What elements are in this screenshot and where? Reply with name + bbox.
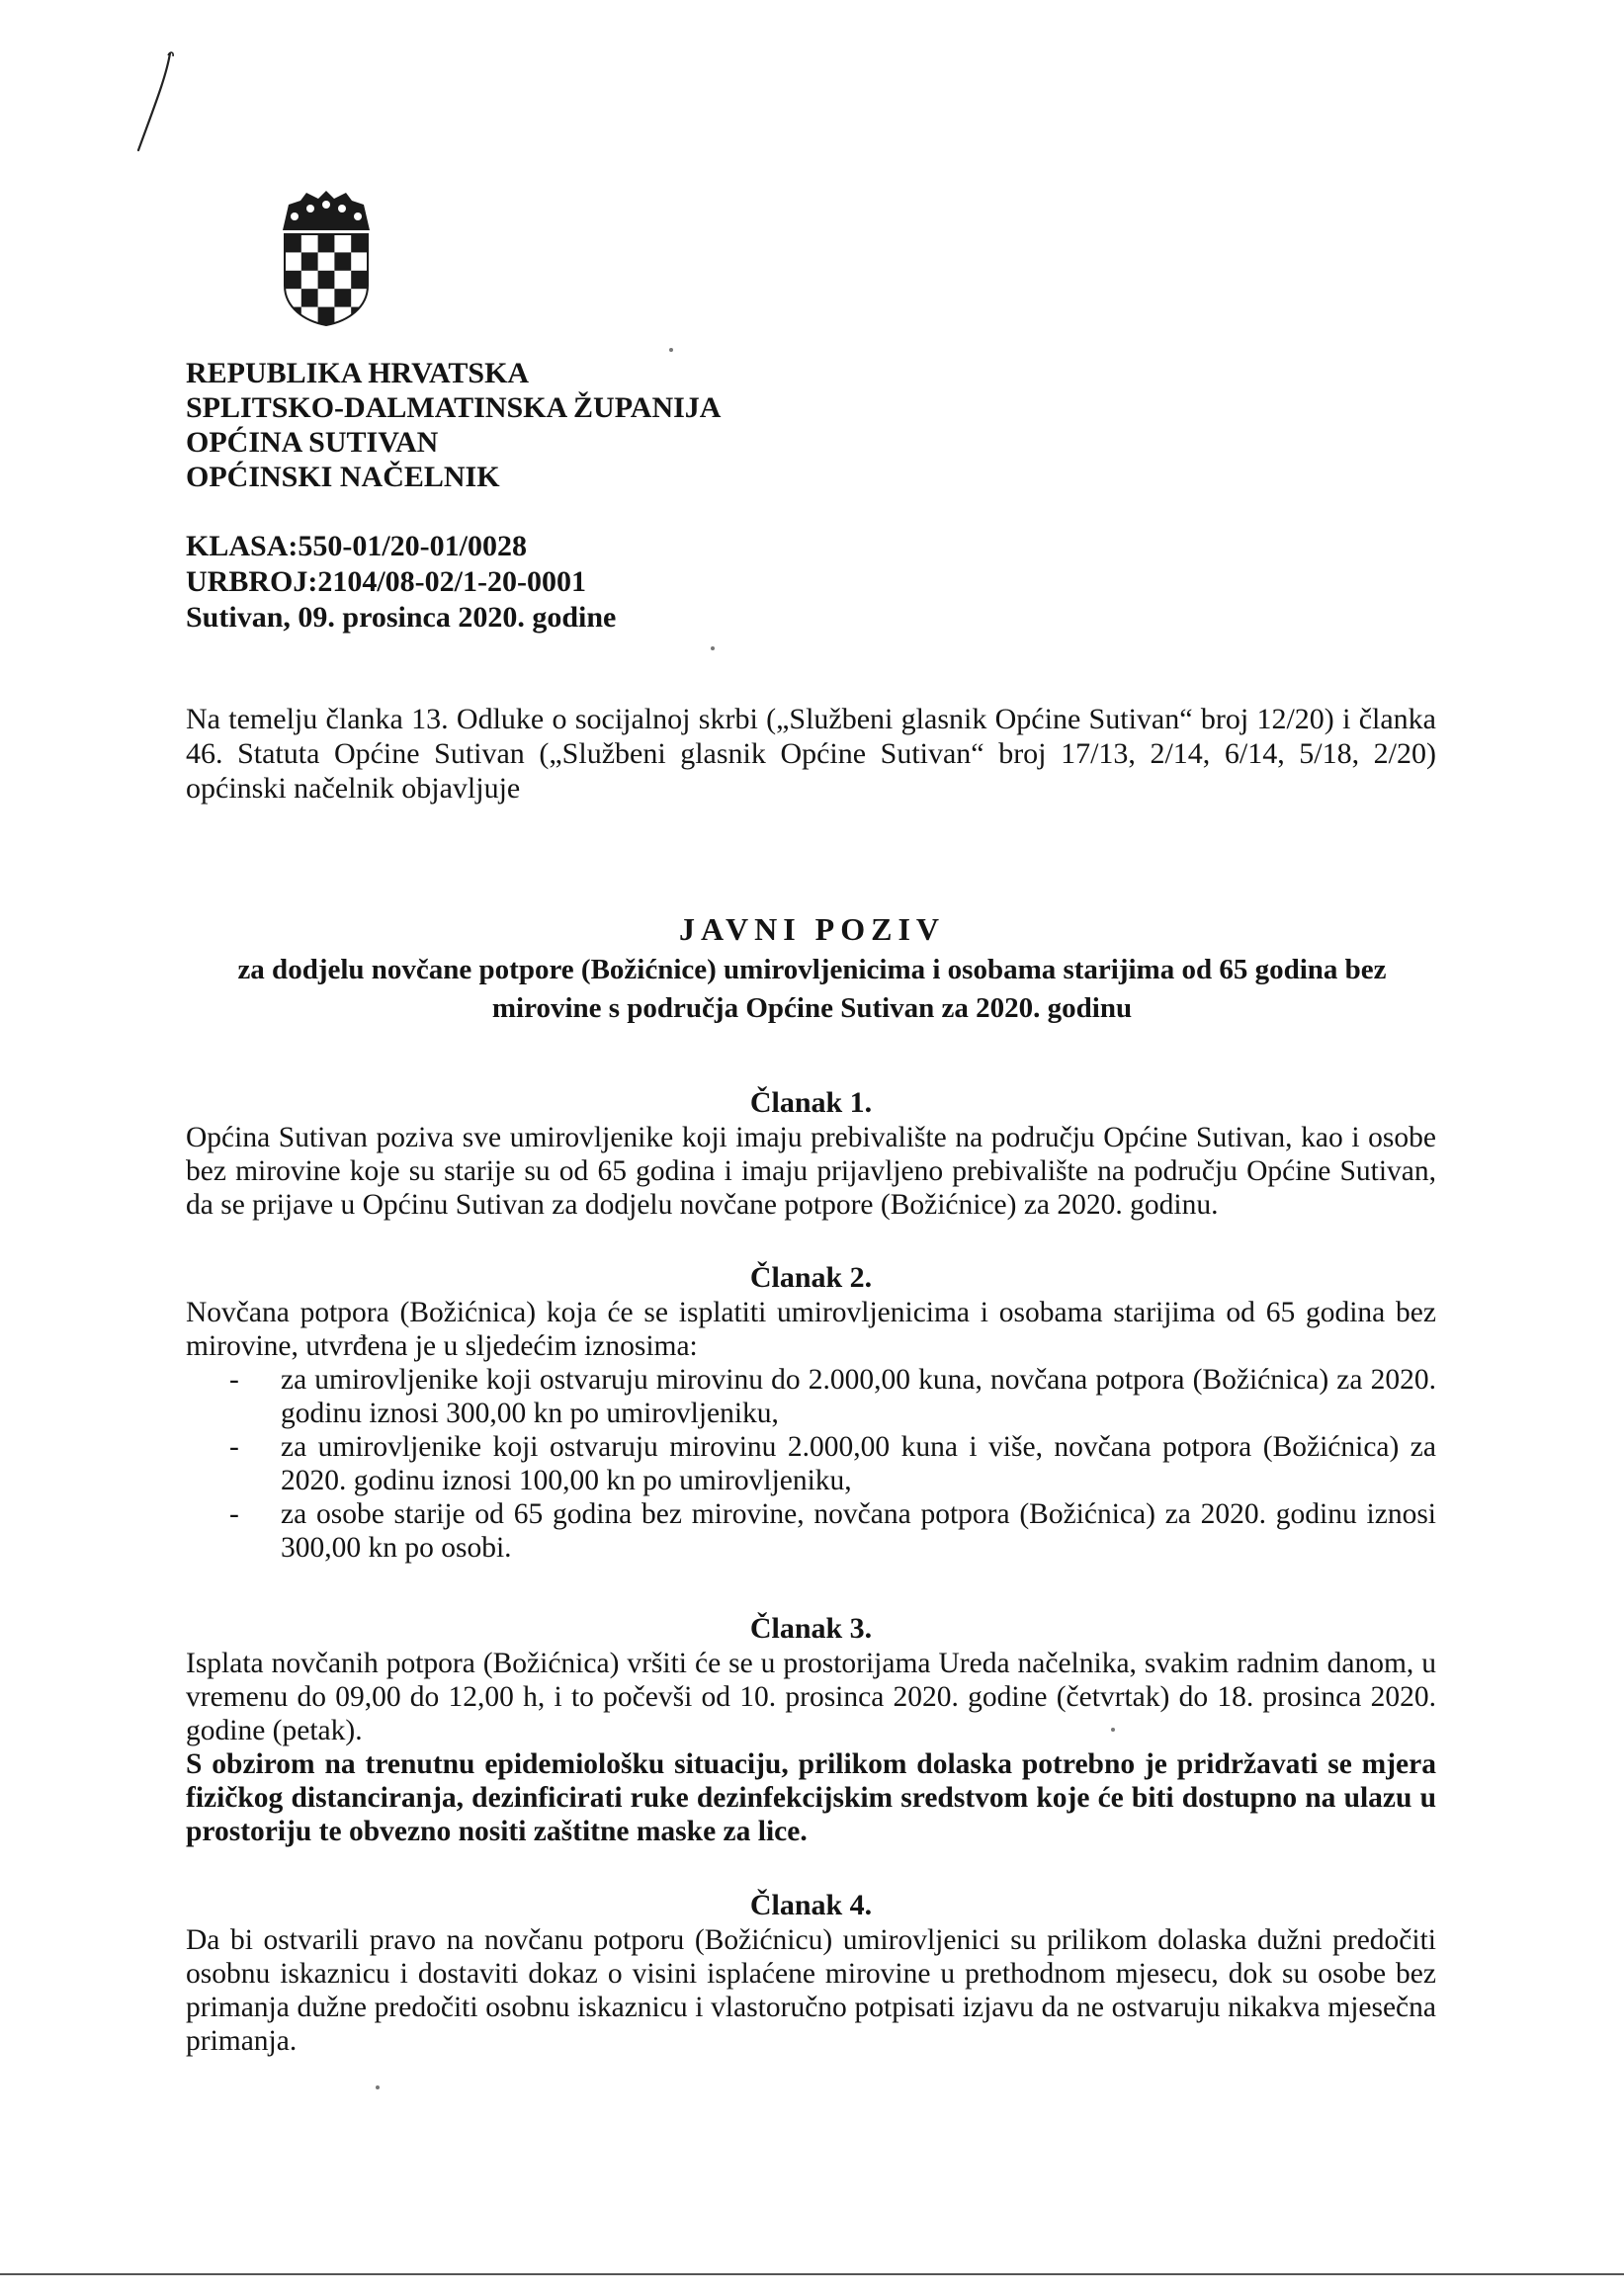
article-2 bbox=[186, 1260, 1436, 1565]
handwritten-slash-mark bbox=[127, 47, 186, 156]
scan-speck bbox=[376, 2085, 380, 2089]
coat-check-square bbox=[351, 271, 368, 289]
coat-check-square bbox=[351, 307, 368, 325]
header-line-county: SPLITSKO-DALMATINSKA ŽUPANIJA bbox=[186, 391, 722, 424]
coat-check-square bbox=[285, 307, 301, 325]
coat-check-square bbox=[318, 307, 335, 325]
coat-check-square bbox=[285, 271, 301, 289]
klasa-number: KLASA:550-01/20-01/0028 bbox=[186, 530, 527, 562]
coat-check-square bbox=[318, 271, 335, 289]
reference-block bbox=[186, 529, 616, 636]
amount-list bbox=[186, 1363, 1436, 1565]
page-bottom-rule bbox=[0, 2273, 1624, 2275]
article-3 bbox=[186, 1611, 1436, 1848]
coat-check-square bbox=[301, 252, 318, 270]
article-body: Isplata novčanih potpora (Božićnica) vršiti će se u prostorijama Ureda načelnika, svakim radnim danom, u vremenu do 09,00 do 12,00 h, i to počevši od 10. prosinca 2020. godine (četvrtak) do 18. prosinca 2020. godine (petak). bbox=[186, 1648, 1436, 1746]
title-block bbox=[138, 909, 1486, 1026]
article-heading: Članak 3. bbox=[749, 1612, 873, 1645]
intro-paragraph: Na temelju članka 13. Odluke o socijalnoj skrbi („Službeni glasnik Općine Sutivan“ broj 12/20) i članka 46. Statuta Općine Sutivan („Službeni glasnik Općine Sutivan“ broj 17/13, 2/14, 6/14, 5/18, 2/20) općinski načelnik objavljuje bbox=[186, 703, 1436, 805]
scan-speck bbox=[669, 348, 673, 352]
document-subtitle-line-1: za dodjelu novčane potpore (Božićnice) umirovljenicima i osobama starijima od 65 godina bez bbox=[237, 954, 1387, 985]
croatian-coat-of-arms-icon bbox=[279, 191, 374, 327]
issuer-header bbox=[186, 356, 721, 494]
coat-check-square bbox=[334, 289, 351, 306]
list-item: - za umirovljenike koji ostvaruju mirovinu 2.000,00 kuna i više, novčana potpora (Božićnica) za 2020. godinu iznosi 100,00 kn po umirovljeniku, bbox=[186, 1430, 1436, 1497]
urbroj-number: URBROJ:2104/08-02/1-20-0001 bbox=[186, 565, 586, 598]
document-subtitle-line-2: mirovine s područja Općine Sutivan za 2020. godinu bbox=[491, 992, 1133, 1024]
coat-check-square bbox=[334, 252, 351, 270]
article-heading: Članak 2. bbox=[749, 1261, 873, 1294]
article-heading: Članak 4. bbox=[749, 1889, 873, 1921]
list-item: - za osobe starije od 65 godina bez mirovine, novčana potpora (Božićnica) za 2020. godinu iznosi 300,00 kn po osobi. bbox=[186, 1497, 1436, 1565]
article-body: Da bi ostvarili pravo na novčanu potporu (Božićnicu) umirovljenici su prilikom dolaska dužni predočiti osobnu iskaznicu i dostaviti dokaz o visini isplaćene mirovine u prethodnom mjesecu, dok su osobe bez primanja dužne predočiti osobnu iskaznicu i vlastoručno potpisati izjavu da ne ostvaruju nikakva mjesečna primanja. bbox=[186, 1924, 1436, 2057]
article-body: Novčana potpora (Božićnica) koja će se isplatiti umirovljenicima i osobama starijima od 65 godina bez mirovine, utvrđena je u sljedećim iznosima: bbox=[186, 1297, 1436, 1362]
header-line-mayor: OPĆINSKI NAČELNIK bbox=[186, 461, 500, 493]
coat-check-square bbox=[351, 234, 368, 252]
article-heading: Članak 1. bbox=[749, 1086, 873, 1119]
scan-speck bbox=[1111, 1728, 1115, 1732]
list-item: - za umirovljenike koji ostvaruju mirovinu do 2.000,00 kuna, novčana potpora (Božićnica) za 2020. godinu iznosi 300,00 kn po umirovljeniku, bbox=[186, 1363, 1436, 1430]
coat-check-square bbox=[285, 234, 301, 252]
document-title: JAVNI POZIV bbox=[679, 911, 945, 947]
place-and-date: Sutivan, 09. prosinca 2020. godine bbox=[186, 601, 617, 634]
coat-check-square bbox=[301, 289, 318, 306]
epidemiological-notice: S obzirom na trenutnu epidemiološku situaciju, prilikom dolaska potrebno je pridržavati se mjera fizičkog distanciranja, dezinficirati ruke dezinfekcijskim sredstvom koje će biti dostupno na ulazu u prostoriju te obvezno nositi zaštitne maske za lice. bbox=[186, 1748, 1436, 1847]
coat-check-square bbox=[318, 234, 335, 252]
article-4 bbox=[186, 1888, 1436, 2058]
scan-speck bbox=[711, 646, 715, 650]
article-body: Općina Sutivan poziva sve umirovljenike koji imaju prebivalište na području Općine Sutivan, kao i osobe bez mirovine koje su starije su od 65 godina i imaju prijavljeno prebivalište na području Općine Sutivan, da se prijave u Općinu Sutivan za dodjelu novčane potpore (Božićnice) za 2020. godinu. bbox=[186, 1122, 1436, 1221]
article-1 bbox=[186, 1085, 1436, 1222]
header-line-municipality: OPĆINA SUTIVAN bbox=[186, 426, 439, 459]
header-line-country: REPUBLIKA HRVATSKA bbox=[186, 357, 530, 389]
